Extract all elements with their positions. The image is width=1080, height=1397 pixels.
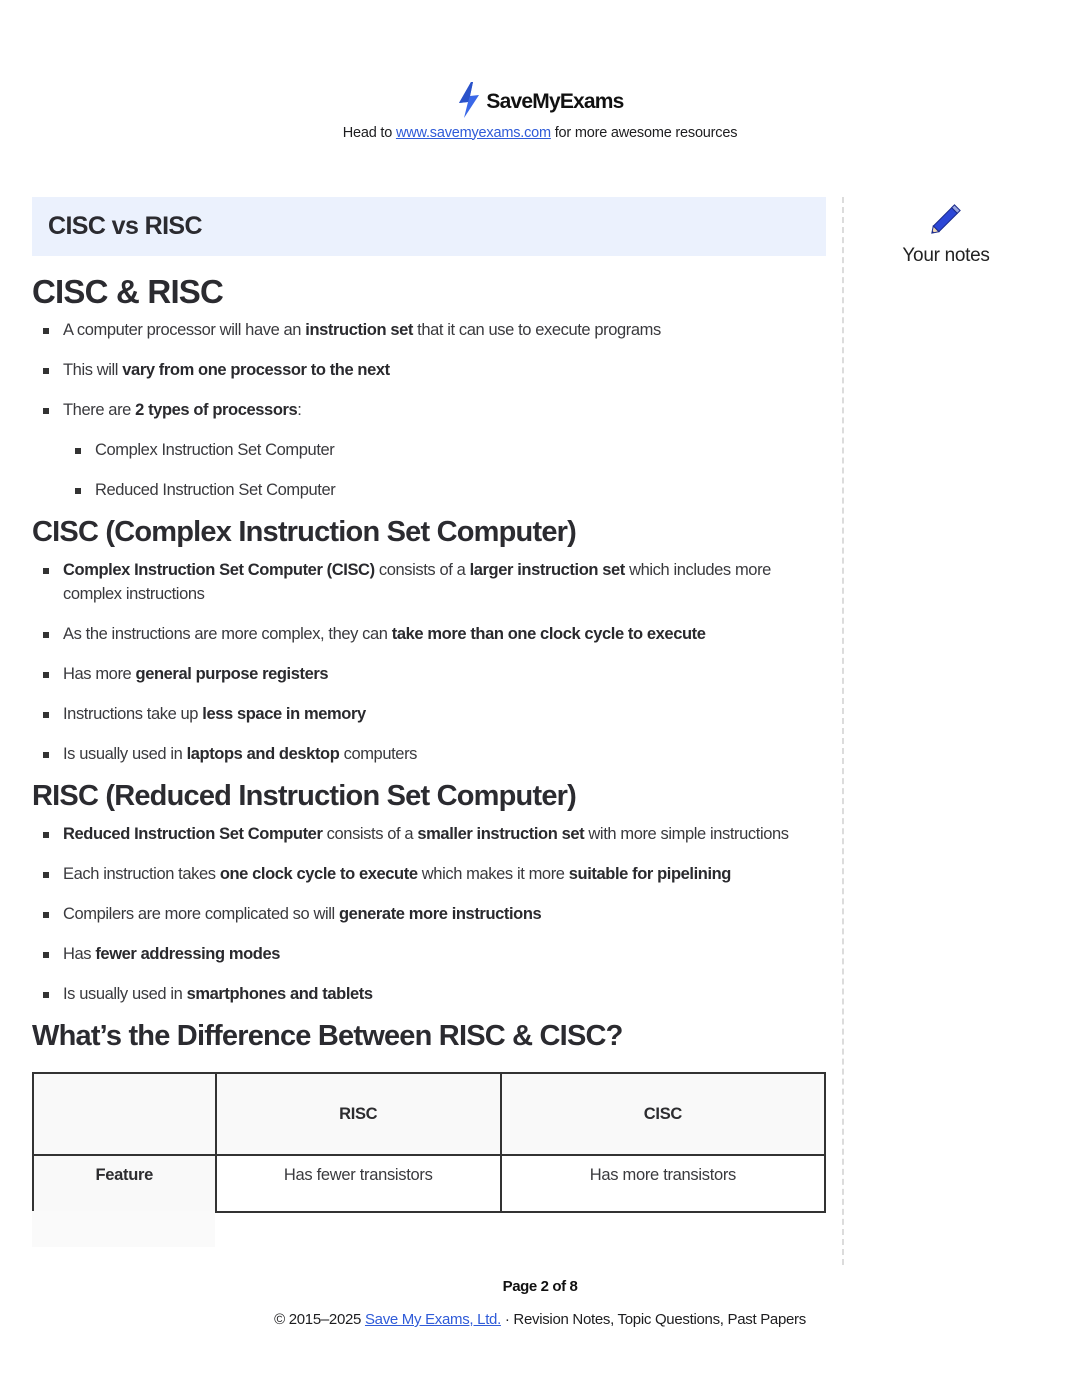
topic-title: CISC vs RISC bbox=[48, 212, 202, 240]
comparison-table bbox=[32, 1072, 826, 1213]
table-row bbox=[33, 1155, 825, 1212]
bold-text: larger instruction set bbox=[469, 561, 625, 579]
bullet-item bbox=[32, 662, 826, 686]
text: A computer processor will have an bbox=[63, 321, 306, 339]
notes-label: Your notes bbox=[902, 245, 990, 266]
bold-text: Reduced Instruction Set Computer bbox=[63, 825, 323, 843]
text: that it can use to execute programs bbox=[412, 321, 661, 339]
section-heading: CISC & RISC bbox=[32, 273, 224, 310]
bullet-list bbox=[32, 822, 826, 1006]
bullet-item bbox=[32, 318, 826, 342]
main-content bbox=[32, 197, 826, 1213]
text: with more simple instructions bbox=[584, 825, 789, 843]
bold-text: take more than one clock cycle to execute bbox=[391, 625, 706, 643]
text: consists of a bbox=[374, 561, 470, 579]
bold-text: one clock cycle to execute bbox=[219, 865, 418, 883]
text: Has more bbox=[63, 665, 136, 683]
page-number: Page 2 of 8 bbox=[502, 1278, 578, 1295]
text: computers bbox=[339, 745, 418, 763]
lightning-bolt-icon bbox=[456, 82, 482, 123]
text: Complex Instruction Set Computer bbox=[95, 441, 335, 459]
bullet-item bbox=[32, 558, 826, 606]
table-header-row bbox=[33, 1073, 825, 1155]
section-heading: RISC (Reduced Instruction Set Computer) bbox=[32, 780, 577, 812]
tagline-suffix: for more awesome resources bbox=[550, 124, 738, 141]
sub-bullet-item bbox=[32, 438, 826, 462]
copyright bbox=[0, 1311, 1080, 1328]
bullet-item bbox=[32, 702, 826, 726]
text: This will bbox=[63, 361, 123, 379]
bold-text: smartphones and tablets bbox=[186, 985, 373, 1003]
sub-bullet-item bbox=[32, 478, 826, 502]
copyright-prefix: © 2015–2025 bbox=[274, 1311, 365, 1328]
bullet-item bbox=[32, 742, 826, 766]
comparison-table-wrap bbox=[32, 1072, 826, 1213]
tagline bbox=[0, 125, 1080, 141]
section-heading: CISC (Complex Instruction Set Computer) bbox=[32, 516, 577, 548]
text: consists of a bbox=[322, 825, 418, 843]
bold-text: laptops and desktop bbox=[186, 745, 340, 763]
text: Instructions take up bbox=[63, 705, 203, 723]
website-link[interactable]: www.savemyexams.com bbox=[395, 124, 551, 141]
brand-logo[interactable] bbox=[456, 84, 623, 120]
tagline-prefix: Head to bbox=[342, 124, 396, 141]
bullet-item bbox=[32, 622, 826, 646]
bullet-item bbox=[32, 822, 826, 846]
bold-text: fewer addressing modes bbox=[95, 945, 281, 963]
bullet-item bbox=[32, 862, 826, 886]
text: Is usually used in bbox=[63, 985, 187, 1003]
bullet-item bbox=[32, 358, 826, 382]
text: which includes more complex instructions bbox=[63, 561, 771, 603]
text: Each instruction takes bbox=[63, 865, 220, 883]
bold-text: smaller instruction set bbox=[417, 825, 585, 843]
bold-text: generate more instructions bbox=[339, 905, 542, 923]
page-header bbox=[0, 84, 1080, 141]
table-cell: Has fewer transistors bbox=[216, 1155, 501, 1212]
bullet-item bbox=[32, 982, 826, 1006]
bold-text: Complex Instruction Set Computer (CISC) bbox=[63, 561, 375, 579]
notes-divider bbox=[842, 197, 844, 1265]
table-cell: Has more transistors bbox=[501, 1155, 825, 1212]
text: : bbox=[297, 401, 302, 419]
bullet-item bbox=[32, 398, 826, 422]
table-header-cell: RISC bbox=[216, 1073, 501, 1155]
brand-name: SaveMyExams bbox=[486, 90, 624, 113]
pencil-icon bbox=[926, 225, 966, 242]
text: which makes it more bbox=[417, 865, 569, 883]
bold-text: suitable for pipelining bbox=[568, 865, 731, 883]
section-heading: What’s the Difference Between RISC & CISC? bbox=[32, 1020, 623, 1052]
copyright-suffix: · Revision Notes, Topic Questions, Past Papers bbox=[500, 1311, 806, 1328]
table-header-cell: CISC bbox=[501, 1073, 825, 1155]
bullet-list bbox=[32, 558, 826, 766]
text: Is usually used in bbox=[63, 745, 187, 763]
bold-text: instruction set bbox=[305, 321, 413, 339]
bold-text: vary from one processor to the next bbox=[122, 361, 390, 379]
text: Compilers are more complicated so will bbox=[63, 905, 339, 923]
topic-banner bbox=[32, 197, 826, 256]
text: There are bbox=[63, 401, 136, 419]
bullet-item bbox=[32, 902, 826, 926]
text: Reduced Instruction Set Computer bbox=[95, 481, 336, 499]
bold-text: general purpose registers bbox=[135, 665, 329, 683]
company-link[interactable]: Save My Exams, Ltd. bbox=[364, 1311, 501, 1328]
text: Has bbox=[63, 945, 96, 963]
table-cell-feature: Feature bbox=[33, 1155, 216, 1212]
table-header-cell bbox=[33, 1073, 216, 1155]
text: As the instructions are more complex, they can bbox=[63, 625, 392, 643]
table-cell-continuation bbox=[32, 1211, 215, 1247]
bold-text: less space in memory bbox=[202, 705, 366, 723]
notes-panel[interactable] bbox=[880, 200, 1012, 267]
bullet-item bbox=[32, 942, 826, 966]
bold-text: 2 types of processors bbox=[135, 401, 298, 419]
bullet-list bbox=[32, 318, 826, 502]
